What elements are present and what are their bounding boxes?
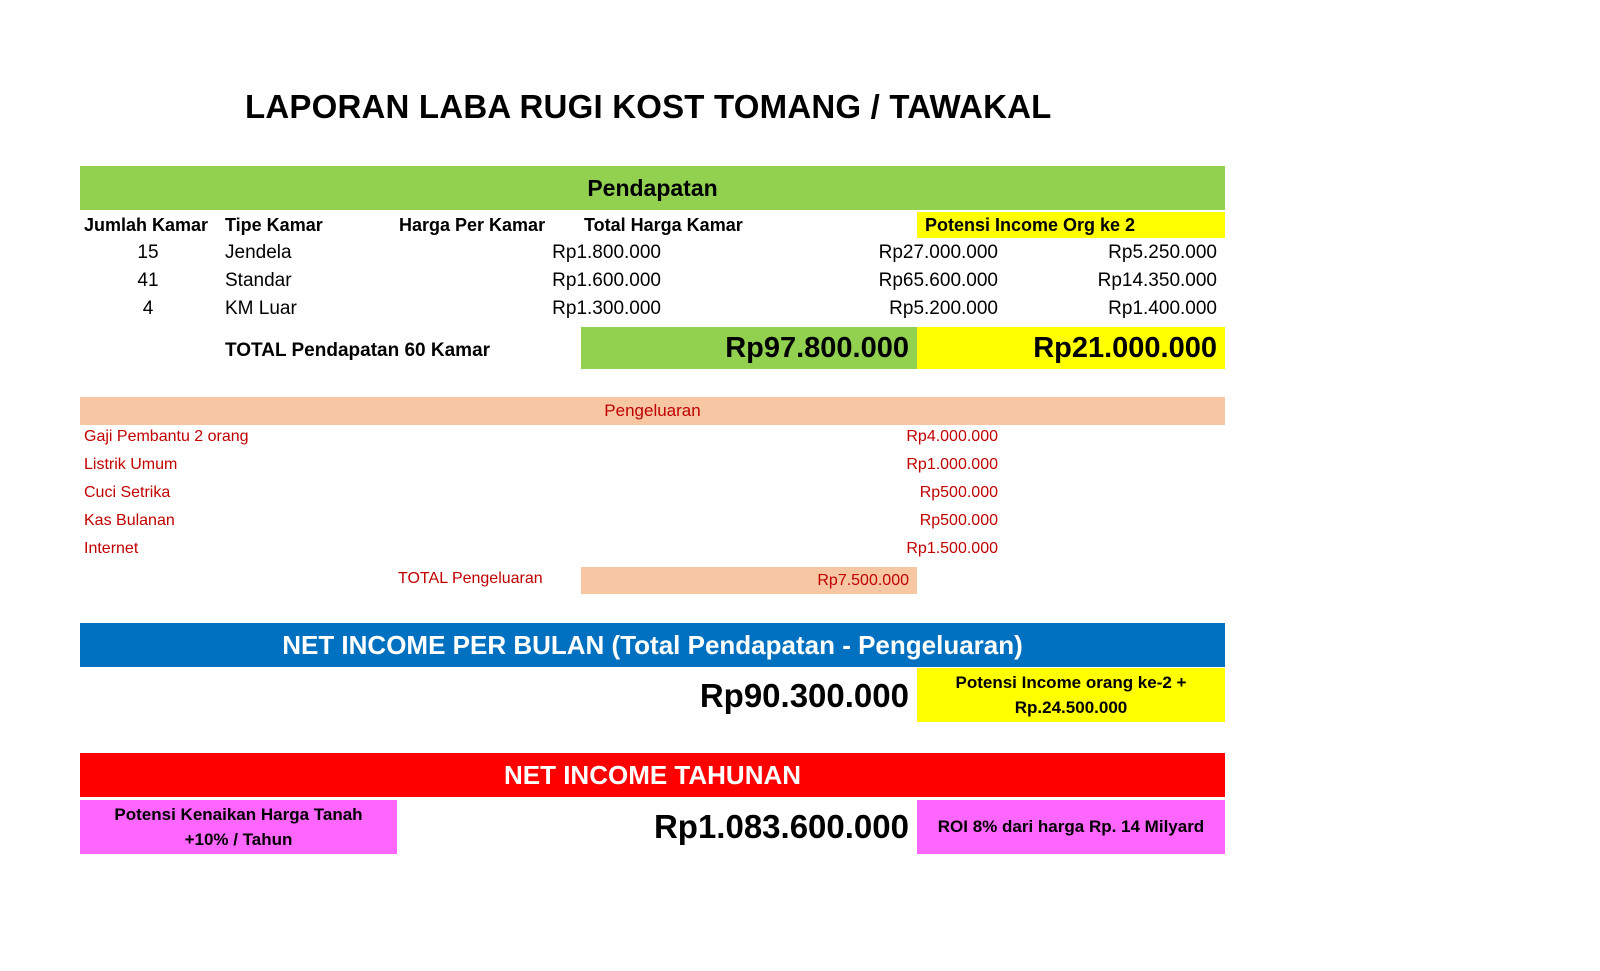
cell-tipe-kamar: Standar bbox=[225, 270, 292, 291]
net-income-year-band bbox=[80, 753, 1225, 797]
list-item bbox=[80, 484, 1225, 512]
roi-note bbox=[917, 800, 1225, 854]
expense-total-label: TOTAL Pengeluaran bbox=[398, 570, 543, 587]
land-price-note bbox=[80, 800, 397, 854]
cell-potensi-income: Rp5.250.000 bbox=[1108, 242, 1217, 263]
land-price-note-line1: Potensi Kenaikan Harga Tanah bbox=[114, 805, 363, 824]
expense-value: Rp500.000 bbox=[919, 484, 998, 501]
expense-label: Listrik Umum bbox=[84, 456, 178, 473]
net-income-year-label: NET INCOME TAHUNAN bbox=[503, 760, 802, 790]
cell-jumlah-kamar: 41 bbox=[137, 270, 159, 291]
net-income-month-note-line1: Potensi Income orang ke-2 + bbox=[955, 673, 1187, 692]
column-header-jumlah-kamar: Jumlah Kamar bbox=[84, 215, 209, 235]
list-item bbox=[80, 512, 1225, 540]
column-header-potensi-income bbox=[917, 212, 1225, 238]
income-total-label: TOTAL Pendapatan 60 Kamar bbox=[225, 340, 491, 361]
cell-jumlah-kamar: 15 bbox=[137, 242, 159, 263]
cell-total-harga-kamar: Rp65.600.000 bbox=[878, 270, 998, 291]
cell-tipe-kamar: KM Luar bbox=[225, 298, 297, 319]
column-header-total-harga-kamar: Total Harga Kamar bbox=[584, 215, 743, 235]
net-income-month-value: Rp90.300.000 bbox=[699, 677, 909, 714]
column-header-harga-per-kamar: Harga Per Kamar bbox=[399, 215, 546, 235]
column-header-tipe-kamar: Tipe Kamar bbox=[225, 215, 323, 235]
net-income-month-note bbox=[917, 668, 1225, 722]
expense-label: Gaji Pembantu 2 orang bbox=[84, 428, 249, 445]
expense-value: Rp500.000 bbox=[919, 512, 998, 529]
table-row bbox=[80, 298, 1225, 326]
table-row bbox=[80, 270, 1225, 298]
expense-label: Kas Bulanan bbox=[84, 512, 175, 529]
expense-section-band bbox=[80, 397, 1225, 425]
roi-note-text: ROI 8% dari harga Rp. 14 Milyard bbox=[937, 817, 1205, 836]
income-total-potensi-cell bbox=[917, 327, 1225, 369]
cell-potensi-income: Rp1.400.000 bbox=[1108, 298, 1217, 319]
list-item bbox=[80, 456, 1225, 484]
column-header-potensi-income-label: Potensi Income Org ke 2 bbox=[925, 215, 1136, 235]
net-income-month-band bbox=[80, 623, 1225, 667]
expense-total-value-cell bbox=[581, 567, 917, 594]
list-item bbox=[80, 428, 1225, 456]
income-section-band bbox=[80, 166, 1225, 210]
income-total-value: Rp97.800.000 bbox=[725, 332, 909, 364]
table-row bbox=[80, 242, 1225, 270]
cell-potensi-income: Rp14.350.000 bbox=[1097, 270, 1217, 291]
page-title: LAPORAN LABA RUGI KOST TOMANG / TAWAKAL bbox=[245, 88, 1052, 125]
income-total-potensi-value: Rp21.000.000 bbox=[1033, 332, 1217, 364]
expense-value: Rp1.000.000 bbox=[906, 456, 998, 473]
expense-total-value: Rp7.500.000 bbox=[817, 572, 909, 589]
net-income-month-note-line2: Rp.24.500.000 bbox=[1014, 698, 1128, 717]
expense-section-label: Pengeluaran bbox=[604, 401, 701, 420]
expense-value: Rp1.500.000 bbox=[906, 540, 998, 557]
net-income-month-label: NET INCOME PER BULAN (Total Pendapatan - Pengeluaran) bbox=[282, 630, 1023, 660]
cell-total-harga-kamar: Rp27.000.000 bbox=[878, 242, 998, 263]
income-section-label: Pendapatan bbox=[587, 175, 718, 201]
expense-label: Internet bbox=[84, 540, 139, 557]
cell-jumlah-kamar: 4 bbox=[142, 298, 154, 319]
expense-value: Rp4.000.000 bbox=[906, 428, 998, 445]
cell-harga-per-kamar: Rp1.600.000 bbox=[552, 270, 661, 291]
income-total-value-cell bbox=[581, 327, 917, 369]
expense-label: Cuci Setrika bbox=[84, 484, 171, 501]
cell-harga-per-kamar: Rp1.800.000 bbox=[552, 242, 661, 263]
cell-total-harga-kamar: Rp5.200.000 bbox=[889, 298, 998, 319]
net-income-year-value: Rp1.083.600.000 bbox=[653, 808, 909, 845]
cell-tipe-kamar: Jendela bbox=[225, 242, 292, 263]
cell-harga-per-kamar: Rp1.300.000 bbox=[552, 298, 661, 319]
land-price-note-line2: +10% / Tahun bbox=[184, 830, 293, 849]
list-item bbox=[80, 540, 1225, 568]
